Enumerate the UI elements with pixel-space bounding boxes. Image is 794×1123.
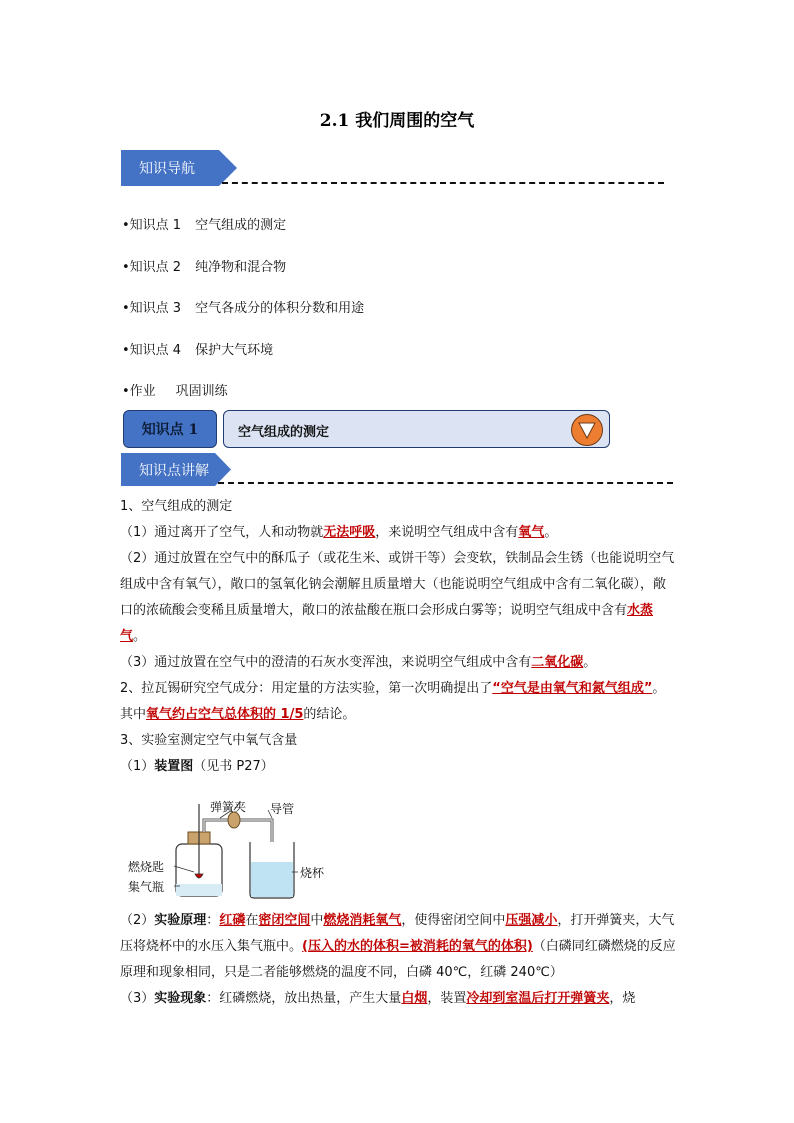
nav-divider [222, 182, 664, 184]
paragraph-2: （2）通过放置在空气中的酥瓜子（或花生米、或饼干等）会变软，铁制品会生锈（也能说明空气组成中含有氧气），敞口的氢氧化钠会潮解且质量增大（也能说明空气组成中含有二氧化碳），敞口的浓硫酸会变稀且质量增大，敞口的浓盐酸在瓶口会形成白雾等；说明空气组成中含有水蒸气。 [120, 551, 675, 644]
nav-item-4[interactable]: •知识点 4 保护大气环境 [122, 343, 274, 358]
nav-banner [121, 150, 237, 186]
nav-item-homework[interactable]: •作业 巩固训练 [122, 384, 228, 399]
paragraph-3: （3）通过放置在空气中的澄清的石灰水变浑浊，来说明空气组成中含有二氧化碳。 [120, 655, 597, 670]
apparatus-diagram [120, 796, 340, 906]
heading-1: 1、空气组成的测定 [120, 499, 233, 514]
step-3: （3）实验现象：红磷燃烧，放出热量，产生大量白烟，装置冷却到室温后打开弹簧夹，烧 [120, 991, 636, 1006]
content-section-2 [120, 908, 676, 1012]
nav-item-2[interactable]: •知识点 2 纯净物和混合物 [122, 260, 287, 275]
label-tube: 导管 [270, 802, 295, 816]
label-spoon: 燃烧匙 [128, 860, 165, 874]
kp1-title-box[interactable] [223, 410, 610, 448]
nav-item-1[interactable]: •知识点 1 空气组成的测定 [122, 218, 287, 233]
label-bottle: 集气瓶 [128, 880, 165, 894]
explain-divider [218, 482, 673, 484]
paragraph-1: （1）通过离开了空气，人和动物就无法呼吸，来说明空气组成中含有氧气。 [120, 525, 558, 540]
nav-item-3[interactable]: •知识点 3 空气各成分的体积分数和用途 [122, 301, 365, 316]
label-beaker: 烧杯 [300, 866, 325, 880]
step-2: （2）实验原理：红磷在密闭空间中燃烧消耗氧气，使得密闭空间中压强减小，打开弹簧夹，大气压将烧杯中的水压入集气瓶中。(压入的水的体积=被消耗的氧气的体积)（白磷同红磷燃烧的反应原理和现象相同，只是二者能够燃烧的温度不同，白磷 40℃，红磷 240℃） [120, 913, 676, 980]
kp1-label-box: 知识点 1 [123, 410, 217, 448]
heading-2: 2、拉瓦锡研究空气成分：用定量的方法实验，第一次明确提出了“空气是由氧气和氮气组成”。其中氧气约占空气总体积的 1/5的结论。 [120, 681, 666, 722]
page-title: 2.1 我们周围的空气 [319, 111, 475, 131]
heading-3: 3、实验室测定空气中氧气含量 [120, 733, 298, 748]
triangle-down-icon [572, 415, 602, 445]
kp1-title: 空气组成的测定 [238, 425, 330, 440]
content-section-1 [120, 494, 676, 780]
step-1: （1）装置图（见书 P27） [120, 759, 274, 774]
label-clip: 弹簧夹 [210, 800, 247, 814]
explain-banner-label: 知识点讲解 [139, 463, 209, 479]
nav-banner-label: 知识导航 [139, 161, 195, 177]
expand-toggle[interactable] [571, 414, 603, 446]
explain-banner [121, 453, 231, 486]
